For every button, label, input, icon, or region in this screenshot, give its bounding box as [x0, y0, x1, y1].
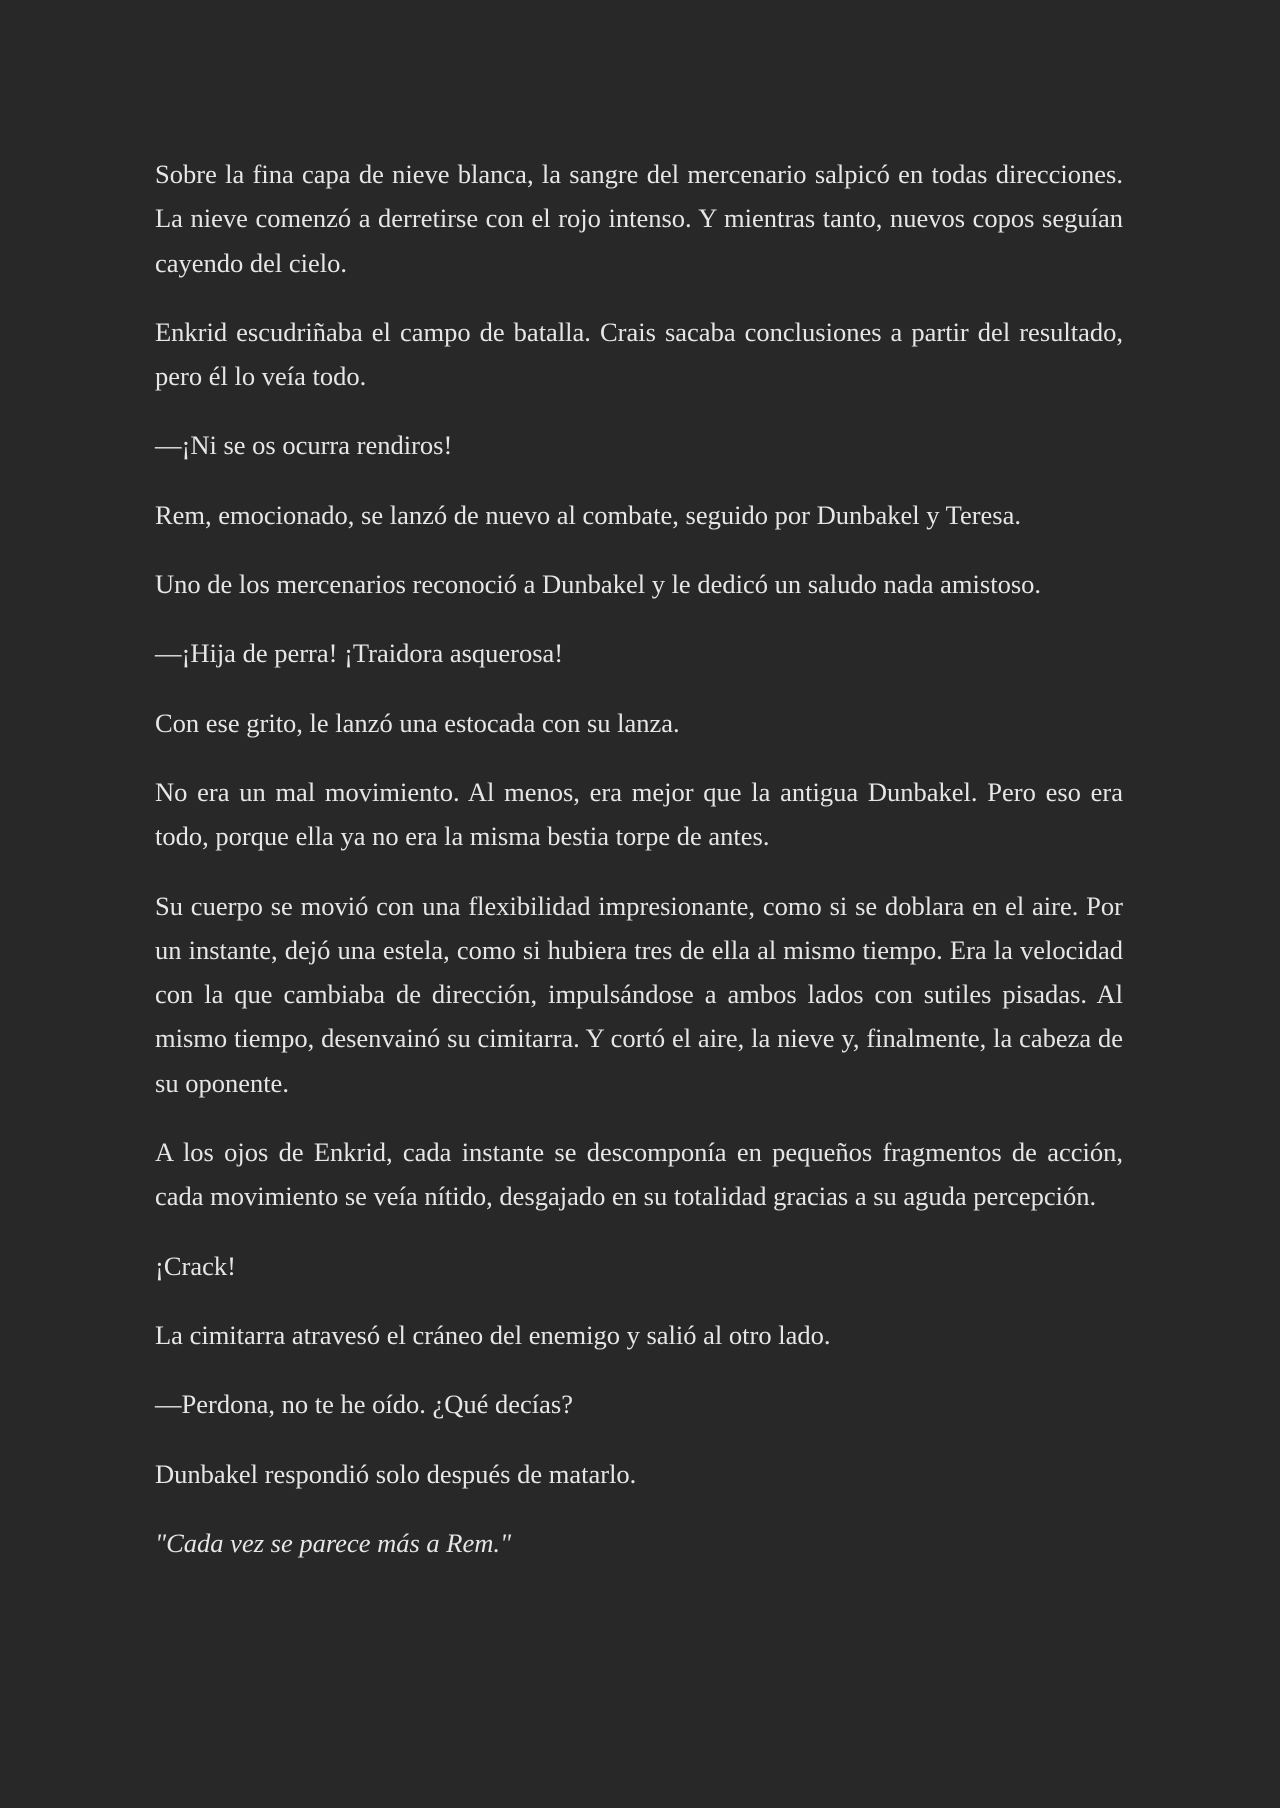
paragraph-2: Enkrid escudriñaba el campo de batalla. Crais sacaba conclusiones a partir del resultado, pero él lo veía todo. — [155, 316, 1123, 392]
paragraph-1: Sobre la fina capa de nieve blanca, la sangre del mercenario salpicó en todas direcciones. La nieve comenzó a derretirse con el rojo intenso. Y mientras tanto, nuevos copos seguían cayendo del cielo. — [155, 159, 1123, 278]
paragraph-6: —¡Hija de perra! ¡Traidora asquerosa! — [155, 638, 564, 669]
paragraph-10: A los ojos de Enkrid, cada instante se descomponía en pequeños fragmentos de acción, cada movimiento se veía nítido, desgajado en su totalidad gracias a su aguda percepción. — [155, 1137, 1123, 1212]
paragraph-13: —Perdona, no te he oído. ¿Qué decías? — [155, 1389, 573, 1420]
paragraph-12: La cimitarra atravesó el cráneo del enemigo y salió al otro lado. — [155, 1319, 831, 1350]
paragraph-4: Rem, emocionado, se lanzó de nuevo al combate, seguido por Dunbakel y Teresa. — [155, 499, 1021, 530]
paragraph-11: ¡Crack! — [155, 1250, 236, 1281]
chapter-text — [155, 152, 1123, 1590]
paragraph-5: Uno de los mercenarios reconoció a Dunbakel y le dedicó un saludo nada amistoso. — [155, 569, 1042, 600]
paragraph-3: —¡Ni se os ocurra rendiros! — [155, 430, 453, 461]
paragraph-9: Su cuerpo se movió con una flexibilidad impresionante, como si se doblara en el aire. Por un instante, dejó una estela, como si hubiera tres de ella al mismo tiempo. Era la velocidad con la que cambiaba de dirección, impulsándose a ambos lados con sutiles pisadas. Al mismo tiempo, desenvainó su cimitarra. Y cortó el aire, la nieve y, finalmente, la cabeza de su oponente. — [155, 890, 1123, 1098]
paragraph-14: Dunbakel respondió solo después de matarlo. — [155, 1458, 637, 1489]
paragraph-8: No era un mal movimiento. Al menos, era mejor que la antigua Dunbakel. Pero eso era todo, porque ella ya no era la misma bestia torpe de antes. — [155, 776, 1123, 852]
paragraph-15-thought: "Cada vez se parece más a Rem." — [155, 1527, 512, 1558]
paragraph-7: Con ese grito, le lanzó una estocada con su lanza. — [155, 707, 680, 738]
